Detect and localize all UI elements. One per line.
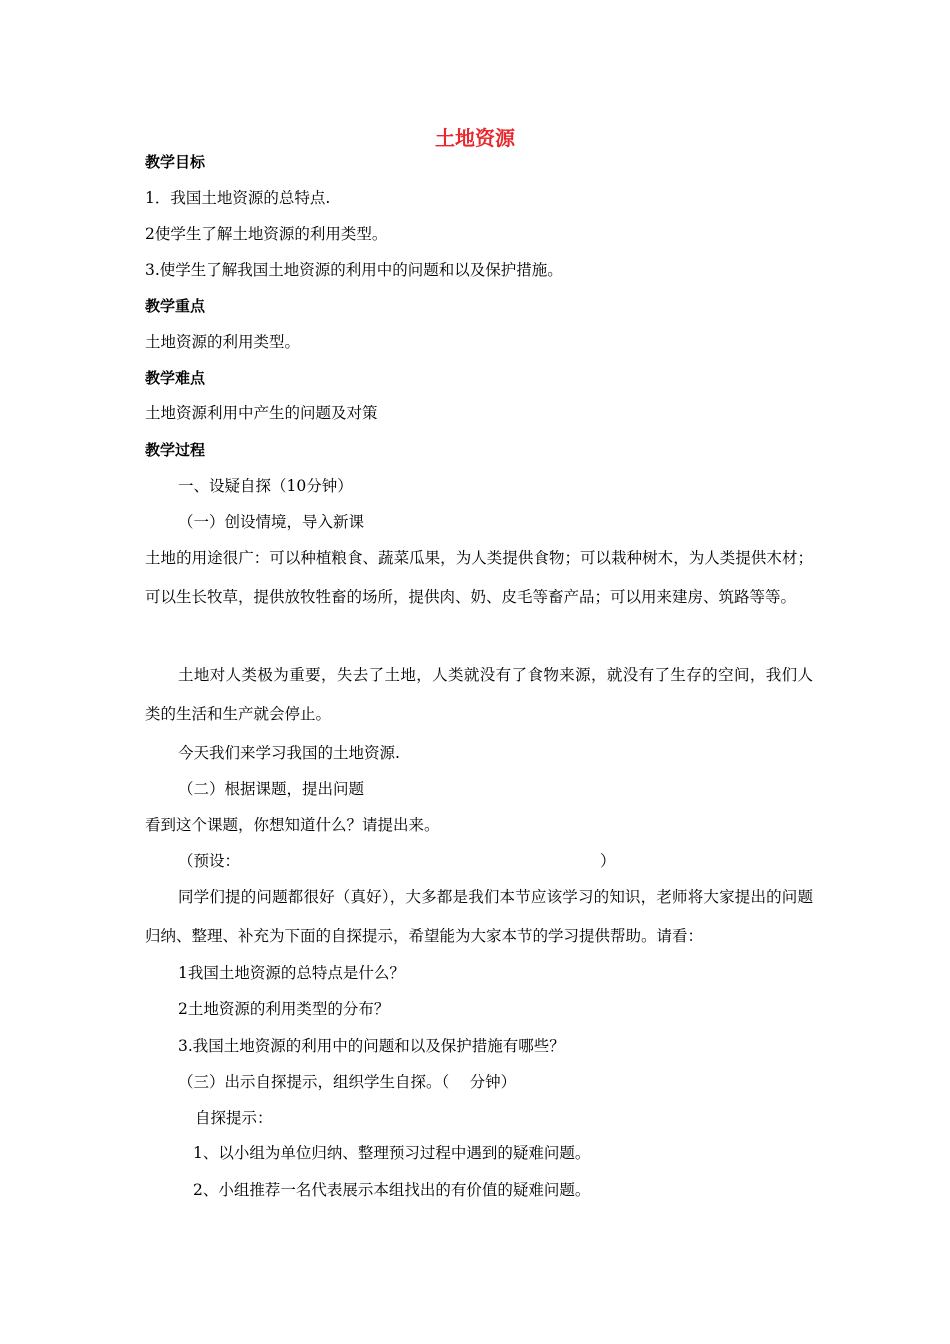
paragraph-land-uses: 土地的用途很广：可以种植粮食、蔬菜瓜果，为人类提供食物；可以栽种树木，为人类提供木材；可以生长牧草，提供放牧牲畜的场所，提供肉、奶、皮毛等畜产品；可以用来建房、筑路等等。 bbox=[145, 549, 813, 606]
paragraph-today: 今天我们来学习我国的土地资源. bbox=[178, 744, 400, 762]
difficulty-text: 土地资源利用中产生的问题及对策 bbox=[145, 404, 378, 422]
subsection-heading: （一）创设情境，导入新课 bbox=[178, 513, 365, 531]
objective-item: 1．我国土地资源的总特点. bbox=[145, 189, 331, 207]
hint-label: 自探提示： bbox=[195, 1109, 273, 1127]
question-item: 3.我国土地资源的利用中的问题和以及保护措施有哪些？ bbox=[178, 1037, 565, 1055]
key-point-text: 土地资源的利用类型。 bbox=[145, 333, 301, 351]
document-title: 土地资源 bbox=[435, 126, 515, 150]
question-item: 1我国土地资源的总特点是什么？ bbox=[178, 964, 405, 982]
objective-item: 2使学生了解土地资源的利用类型。 bbox=[145, 225, 388, 243]
heading-objectives: 教学目标 bbox=[145, 153, 206, 171]
paragraph-summary: 同学们提的问题都很好（真好），大多都是我们本节应该学习的知识，老师将大家提出的问题归纳、整理、补充为下面的自探提示，希望能为大家本节的学习提供帮助。请看： bbox=[145, 888, 813, 945]
subsection-heading: （二）根据课题，提出问题 bbox=[178, 780, 365, 798]
preset-open: （预设： bbox=[178, 852, 241, 870]
question-item: 2土地资源的利用类型的分布？ bbox=[178, 1000, 390, 1018]
ask-question-text: 看到这个课题，你想知道什么？请提出来。 bbox=[145, 816, 440, 834]
hint-item: 2、小组推荐一名代表展示本组找出的有价值的疑难问题。 bbox=[193, 1181, 591, 1199]
hint-item: 1、以小组为单位归纳、整理预习过程中遇到的疑难问题。 bbox=[193, 1144, 591, 1162]
subsection-heading: （三）出示自探提示，组织学生自探。（ 分钟） bbox=[178, 1073, 517, 1091]
heading-key-points: 教学重点 bbox=[145, 297, 206, 315]
paragraph-land-importance: 土地对人类极为重要，失去了土地，人类就没有了食物来源，就没有了生存的空间，我们人类的生活和生产就会停止。 bbox=[145, 666, 813, 723]
heading-process: 教学过程 bbox=[145, 441, 206, 459]
objective-item: 3.使学生了解我国土地资源的利用中的问题和以及保护措施。 bbox=[145, 261, 563, 279]
heading-difficulties: 教学难点 bbox=[145, 369, 206, 387]
section-heading: 一、设疑自探（10分钟） bbox=[178, 477, 353, 495]
preset-close: ） bbox=[600, 852, 616, 870]
